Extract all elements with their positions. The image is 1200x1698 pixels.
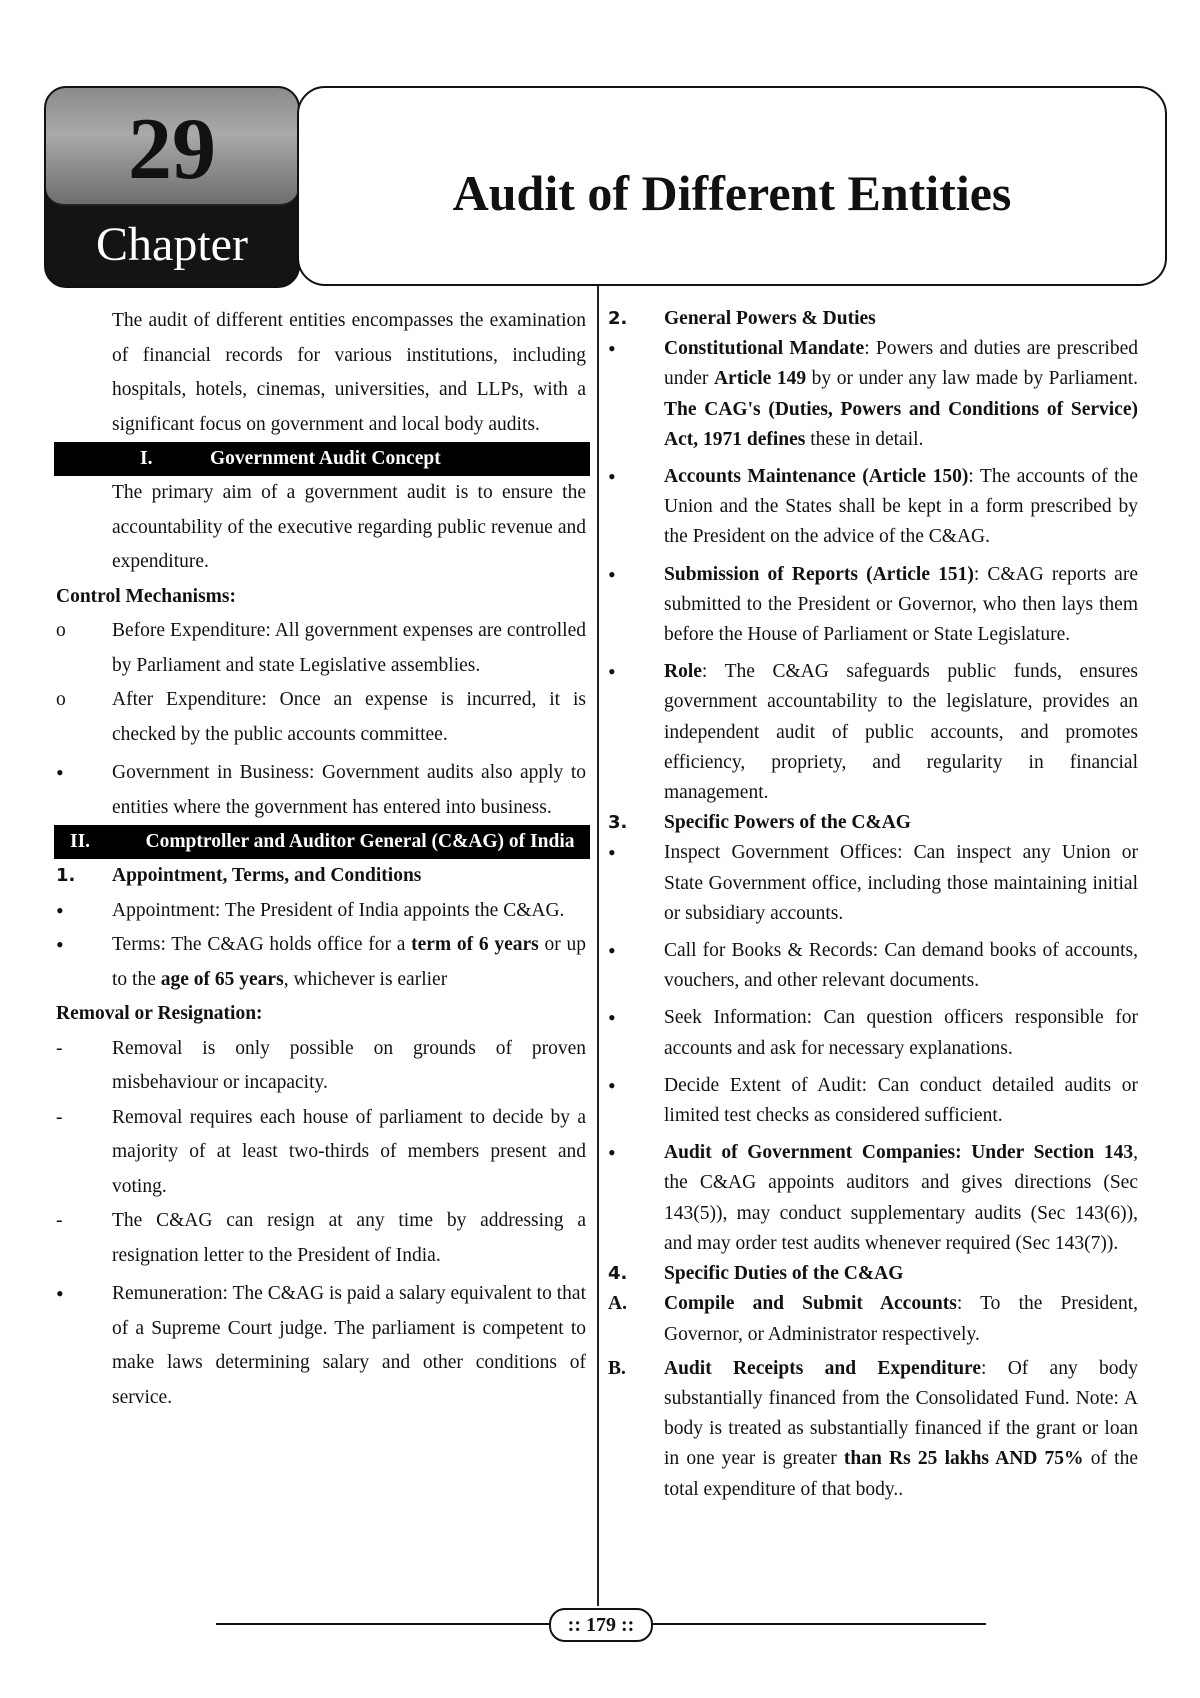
government-audit-text: The primary aim of a government audit is to ensure the accountability of the executive regarding public revenue and expenditure.: [112, 482, 586, 572]
item-label: Role: [664, 661, 702, 683]
item-label: Accounts Maintenance (Article 150): [664, 466, 969, 488]
list-item-text: The C&AG can resign at any time by addressing a resignation letter to the President of India.: [112, 1210, 586, 1266]
list-item: [56, 1204, 586, 1273]
left-column: [56, 304, 586, 1415]
bullet-icon: •: [56, 760, 64, 785]
list-item-text: [664, 657, 1138, 808]
bullet-icon: •: [608, 561, 616, 587]
list-item: [608, 936, 1138, 996]
list-item-text: [664, 1354, 1138, 1505]
text-run-bold: :: [955, 1142, 972, 1164]
text-run: of the total expenditure of that body..: [664, 1448, 1138, 1500]
text-run: , the C&AG appoints auditors and gives directions (Sec 143(5)), may conduct supplementary audits (Sec 143(6)), and may order test audits whenever required (Sec 143(7)).: [664, 1142, 1139, 1254]
chapter-number-panel: [46, 88, 298, 206]
bullet-icon: •: [608, 840, 616, 866]
list-item-text: [664, 1138, 1138, 1259]
list-item-text: Government in Business: Government audits also apply to entities where the government has entered into business.: [112, 762, 586, 818]
item-label: Compile and Submit Accounts: [664, 1293, 957, 1315]
subsection-number: 4.: [608, 1263, 628, 1285]
right-column: [608, 304, 1138, 1505]
text-run: by or under any law made by Parliament.: [806, 368, 1138, 390]
dash-marker: -: [56, 1210, 63, 1231]
list-item: [608, 657, 1138, 808]
subsection-title: Specific Powers of the C&AG: [664, 812, 911, 834]
list-item-text: [664, 1289, 1138, 1349]
item-label: Constitutional Mandate: [664, 338, 865, 360]
text-run-bold: Article 149: [713, 368, 807, 390]
page-title: Audit of Different Entities: [452, 165, 1012, 221]
section-heading-government-audit: [54, 442, 590, 476]
bullet-icon: •: [608, 1005, 616, 1031]
list-item: [56, 1277, 586, 1415]
list-item: [608, 1354, 1138, 1505]
subsection-number: 2.: [608, 308, 628, 329]
chapter-number: 29: [128, 101, 216, 198]
item-label: Submission of Reports (Article 151): [664, 563, 974, 585]
list-item: [608, 560, 1138, 651]
subsection-heading: [608, 808, 1138, 838]
list-item: [56, 894, 586, 929]
bullet-icon: •: [608, 1140, 616, 1166]
list-item: [56, 614, 586, 683]
list-item-text: Decide Extent of Audit: Can conduct detailed audits or limited test checks as considered sufficient.: [664, 1074, 1138, 1127]
text-run: these in detail.: [805, 428, 924, 450]
control-mechanisms-heading: Control Mechanisms:: [56, 585, 237, 607]
bullet-icon: •: [56, 897, 64, 923]
list-item-text: Before Expenditure: All government expenses are controlled by Parliament and state Legislative assemblies.: [112, 620, 586, 676]
text-run: : Of any body substantially financed from the Consolidated Fund. Note: A body is treated as substantially financed if the grant or loan in one year is greater: [664, 1357, 1138, 1470]
bullet-icon: •: [56, 1281, 64, 1306]
list-item-text: Seek Information: Can question officers responsible for accounts and ask for necessary explanations.: [664, 1007, 1138, 1059]
list-item-text: [112, 928, 586, 997]
section-title: Government Audit Concept: [210, 448, 441, 469]
removal-heading: Removal or Resignation:: [56, 1003, 263, 1024]
list-item: [608, 838, 1138, 929]
section-number: I.: [140, 448, 153, 469]
list-item: [56, 1032, 586, 1101]
list-item: [608, 334, 1138, 455]
text-run-bold: Under Section 143: [971, 1142, 1134, 1164]
list-item-text: [664, 334, 1138, 455]
intro-paragraph: The audit of different entities encompasses the examination of financial records for various institutions, including hospitals, hotels, cinemas, universities, and LLPs, with a significant focus on government and local body audits.: [112, 310, 586, 435]
column-divider: [597, 286, 599, 1606]
list-item: [608, 1071, 1138, 1131]
text-run-bold: age of 65 years: [160, 968, 284, 990]
list-item-text: [664, 462, 1138, 553]
list-item-text: Removal is only possible on grounds of proven misbehaviour or incapacity.: [112, 1037, 586, 1093]
bullet-icon: •: [56, 932, 64, 957]
title-panel: [297, 86, 1167, 286]
letter-marker: B.: [608, 1357, 626, 1379]
dash-marker: -: [56, 1037, 63, 1059]
subsection-title: Appointment, Terms, and Conditions: [112, 865, 422, 886]
bullet-icon: •: [608, 336, 616, 362]
list-item-text: Remuneration: The C&AG is paid a salary equivalent to that of a Supreme Court judge. The parliament is competent to make laws determining salary and other conditions of service.: [112, 1283, 586, 1408]
list-item-text: Removal requires each house of parliament to decide by a majority of at least two-thirds of members present and voting.: [112, 1106, 586, 1197]
text-run: : The accounts of the Union and the States shall be kept in a form prescribed by the President on the advice of the C&AG.: [664, 466, 1138, 548]
list-item: [56, 1101, 586, 1205]
list-item: [608, 1289, 1138, 1349]
subsection-number: 3.: [608, 812, 628, 834]
list-item-text: Appointment: The President of India appoints the C&AG.: [112, 899, 565, 921]
text-run-bold: than Rs 25 lakhs AND 75%: [843, 1448, 1084, 1470]
subsection-title: General Powers & Duties: [664, 308, 876, 329]
text-run: , whichever is earlier: [283, 968, 448, 990]
chapter-badge: [44, 86, 300, 288]
list-marker: o: [56, 689, 66, 710]
section-heading-cag: [54, 825, 590, 859]
text-run: : To the President, Governor, or Administrator respectively.: [664, 1293, 1138, 1345]
bullet-icon: •: [608, 659, 616, 685]
list-item-text: After Expenditure: Once an expense is incurred, it is checked by the public accounts committee.: [112, 689, 586, 745]
text-run-bold: The CAG's (Duties, Powers and Conditions of Service) Act, 1971 defines: [664, 398, 1138, 450]
list-item-text: [664, 560, 1138, 651]
section-title: Comptroller and Auditor General (C&AG) of India: [145, 831, 575, 852]
list-marker: o: [56, 620, 66, 641]
subsection-number: 1.: [56, 865, 76, 886]
subsection-heading: [56, 859, 586, 894]
bullet-icon: •: [608, 464, 616, 490]
bullet-icon: •: [608, 1072, 616, 1098]
subsection-title: Specific Duties of the C&AG: [664, 1263, 904, 1285]
item-label: Audit of Government Companies: [664, 1142, 956, 1164]
section-number: II.: [70, 831, 91, 852]
bullet-icon: •: [608, 938, 616, 964]
text-run: or up to the: [112, 934, 586, 990]
item-label: Audit Receipts and Expenditure: [664, 1357, 982, 1379]
list-item: [608, 1138, 1138, 1259]
list-item: [608, 462, 1138, 553]
dash-marker: -: [56, 1106, 63, 1128]
text-run: Terms: The C&AG holds office for a: [112, 934, 412, 955]
subsection-heading: [608, 1259, 1138, 1289]
list-item: [56, 928, 586, 997]
text-run: : C&AG reports are submitted to the President or Governor, who then lays them before the House of Parliament or State Legislature.: [664, 563, 1138, 646]
chapter-label: Chapter: [96, 218, 248, 271]
list-item-text: Call for Books & Records: Can demand books of accounts, vouchers, and other relevant documents.: [664, 940, 1138, 992]
list-item-text: Inspect Government Offices: Can inspect any Union or State Government office, including those maintaining initial or subsidiary accounts.: [664, 842, 1138, 924]
page-number: :: 179 ::: [549, 1608, 653, 1642]
text-run: : Powers and duties are prescribed under: [664, 338, 1138, 390]
list-item: [608, 1003, 1138, 1063]
text-run-bold: term of 6 years: [411, 934, 539, 955]
subsection-heading: [608, 304, 1138, 334]
list-item: [56, 683, 586, 752]
list-item: [56, 756, 586, 825]
text-run: : The C&AG safeguards public funds, ensures government accountability to the legislature, provides an independent audit of public accounts, and promotes efficiency, propriety, and regularity in financial management.: [664, 661, 1138, 804]
letter-marker: A.: [608, 1293, 627, 1315]
